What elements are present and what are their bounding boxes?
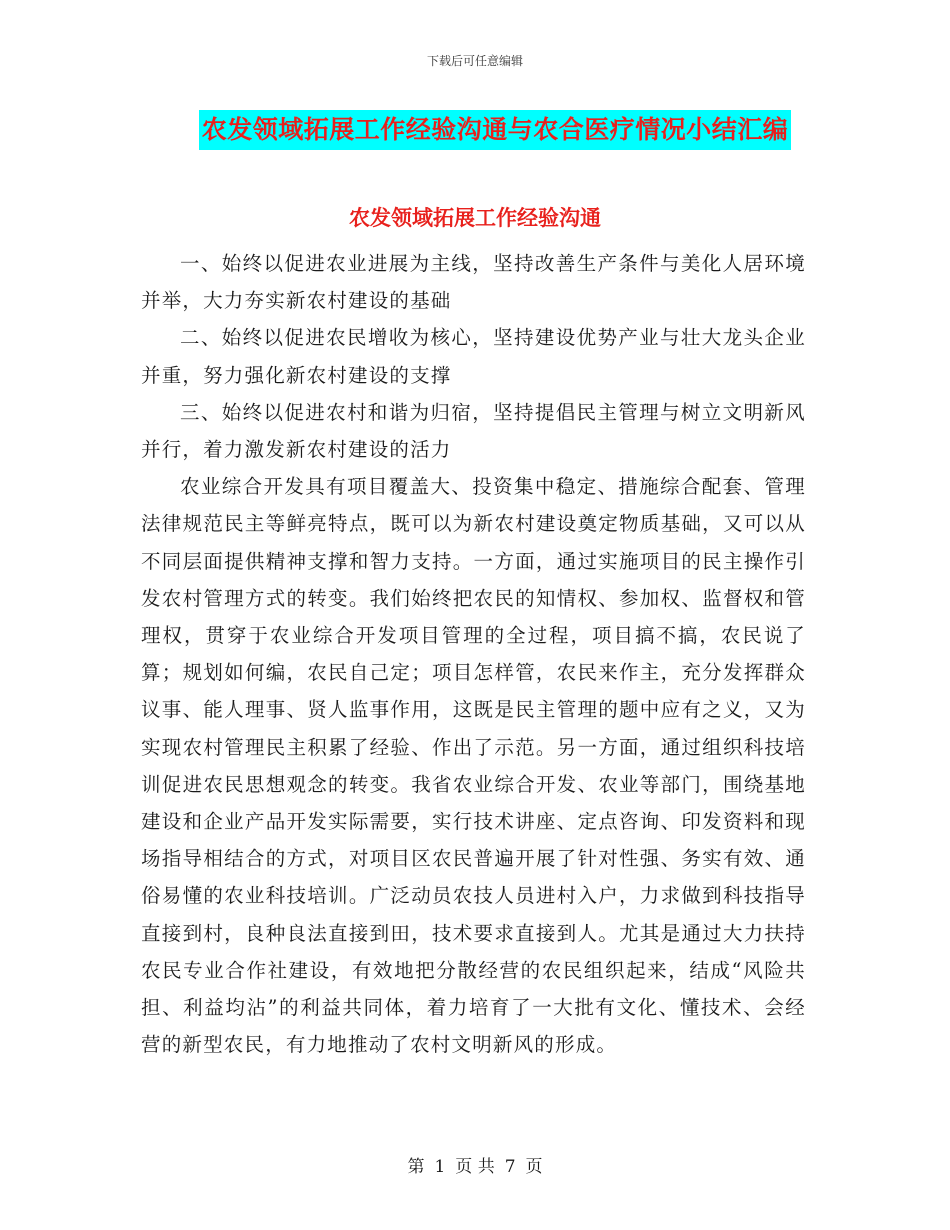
footer-prefix: 第 (407, 1157, 425, 1177)
current-page-number: 1 (434, 1157, 446, 1177)
page-header-note: 下载后可任意编辑 (426, 54, 523, 68)
document-title-container (0, 110, 950, 150)
document-title: 农发领域拓展工作经验沟通与农合医疗情况小结汇编 (199, 110, 792, 150)
document-body (141, 245, 806, 1063)
paragraph-2: 二、始终以促进农民增收为核心，坚持建设优势产业与壮大龙头企业并重，努力强化新农村建设的支撑 (141, 326, 806, 387)
page-number-footer (0, 1152, 950, 1177)
footer-middle: 页 共 (455, 1157, 495, 1177)
footer-suffix: 页 (525, 1157, 543, 1177)
section-title: 农发领域拓展工作经验沟通 (349, 206, 601, 230)
total-page-count: 7 (504, 1157, 516, 1177)
paragraph-3: 三、始终以促进农村和谐为归宿，坚持提倡民主管理与树立文明新风并行，着力激发新农村建设的活力 (141, 400, 806, 462)
paragraph-1: 一、始终以促进农业进展为主线，坚持改善生产条件与美化人居环境并举，大力夯实新农村建设的基础 (141, 252, 806, 313)
paragraph-4: 农业综合开发具有项目覆盖大、投资集中稳定、措施综合配套、管理法律规范民主等鲜亮特点，既可以为新农村建设奠定物质基础，又可以从不同层面提供精神支撑和智力支持。一方面，通过实施项目的民主操作引发农村管理方式的转变。我们始终把农民的知情权、参加权、监督权和管理权，贯穿于农业综合开发项目管理的全过程，项目搞不搞，农民说了算；规划如何编，农民自己定；项目怎样管，农民来作主，充分发挥群众议事、能人理事、贤人监事作用，这既是民主管理的题中应有之义，又为实现农村管理民主积累了经验、作出了示范。另一方面，通过组织科技培训促进农民思想观念的转变。我省农业综合开发、农业等部门，围绕基地建设和企业产品开发实际需要，实行技术讲座、定点咨询、印发资料和现场指导相结合的方式，对项目区农民普遍开展了针对性强、务实有效、通俗易懂的农业科技培训。广泛动员农技人员进村入户，力求做到科技指导直接到村，良种良法直接到田，技术要求直接到人。尤其是通过大力扶持农民专业合作社建设，有效地把分散经营的农民组织起来，结成“风险共担、利益均沾”的利益共同体，着力培育了一大批有文化、懂技术、会经营的新型农民，有力地推动了农村文明新风的形成。 (141, 475, 806, 1057)
